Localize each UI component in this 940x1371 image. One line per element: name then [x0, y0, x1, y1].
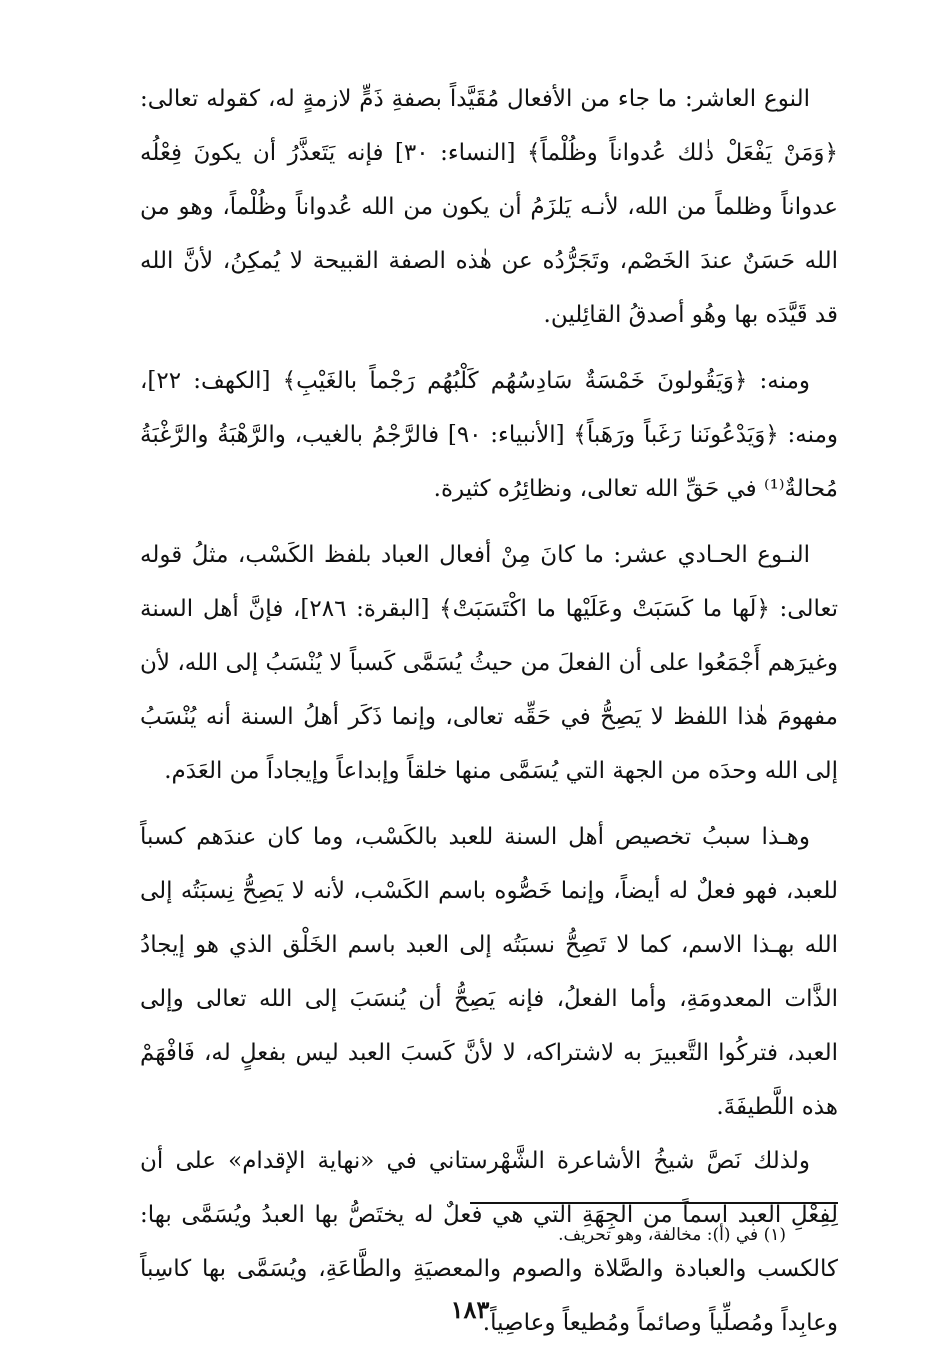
page-number: ١٨٣ — [450, 1295, 490, 1324]
paragraph-kasb-reason: وهـذا سببُ تخصيص أهل السنة للعبد بالكَسْب، وما كان عندَهم كسباً للعبد، فهو فعلٌ له أيضاً، وإنما خَصُّوه باسم الكَسْب، لأنه لا يَصِحُّ نِسبَتُه إلى الله بهـذا الاسم، كما لا تَصِحُّ نسبَتُه إلى العبد باسم الخَلْق الذي هو إيجادُ الذَّات المعدومَةِ، وأما الفعلُ، فإنه يَصِحُّ أن يُنسَبَ إلى الله تعالى وإلى العبد، فتركُوا التَّعبيرَ به لاشتراكه، لا لأنَّ كَسبَ العبد ليس بفعلٍ له، فَافْهَمْ هذه اللَّطيفَةَ. — [140, 824, 838, 1120]
paragraph-examples: ومنه: ﴿وَيَقُولونَ خَمْسَةٌ سَادِسُهُم كَلْبُهُم رَجْماً بالغَيْبِ﴾ [الكهف: ٢٢]، ومنه: ﴿وَيَدْعُونَنا رَغَباً ورَهَباً﴾ [الأنبياء: ٩٠] فالرَّجْمُ بالغيب، والرَّهْبَةُ والرَّغْبَةُ مُحالةٌ⁽¹⁾ في حَقِّ الله تعالى، ونظائِرُه كثيرة. — [140, 368, 838, 502]
main-text — [140, 72, 838, 1350]
paragraph-type-eleven: النـوع الحـادي عشر: ما كانَ مِنْ أفعال العباد بلفظ الكَسْب، مثلُ قوله تعالى: ﴿لَها ما كَسَبَتْ وعَلَيْها ما اكْتَسَبَتْ﴾ [البقرة: ٢٨٦]، فإنَّ أهل السنة وغيرَهم أَجْمَعُوا على أن الفعلَ من حيثُ يُسَمَّى كَسباً لا يُنْسَبُ إلى الله، لأن مفهومَ هٰذا اللفظ لا يَصِحُّ في حَقِّه تعالى، وإنما ذَكَر أهلُ السنة أنه يُنْسَبُ إلى الله وحدَه من الجهة التي يُسَمَّى منها خلقاً وإبداعاً وإيجاداً من العَدَم. — [140, 542, 838, 784]
paragraph-shahrastani: ولذلك نَصَّ شيخُ الأشاعرة الشَّهْرستاني في «نهاية الإقدام» على أن لِفِعْلِ العبد اسماً من الجِهَةِ التي هي فعلٌ له يختَصُّ بها العبدُ ويُسَمَّى بها: كالكسب والعبادة والصَّلاة والصوم والمعصيَةِ والطَّاعَةِ، ويُسَمَّى بها كاسِباً وعابِداً ومُصلِّياً وصائماً ومُطيعاً وعاصِياً. — [140, 1148, 838, 1336]
footnote: (١) في (أ): مخالفة، وهو تحريف. — [558, 1225, 786, 1245]
footnote-divider — [470, 1202, 838, 1204]
paragraph-type-ten: النوع العاشر: ما جاء من الأفعال مُقَيَّداً بصفةِ ذَمٍّ لازمةٍ له، كقوله تعالى: ﴿وَمَنْ يَفْعَلْ ذٰلك عُدواناً وظُلْماً﴾ [النساء: ٣٠] فإنه يَتَعذَّرُ أن يكونَ فِعْلُه عدواناً وظلماً من الله، لأنـه يَلزَمُ أن يكون من الله عُدواناً وظُلْماً، وهو من الله حَسَنٌ عندَ الخَصْم، وتَجَرُّدُه عن هٰذه الصفة القبيحة لا يُمكِنُ، لأنَّ الله قد قَيَّدَه بها وهُو أصدقُ القائِلين. — [140, 86, 838, 328]
